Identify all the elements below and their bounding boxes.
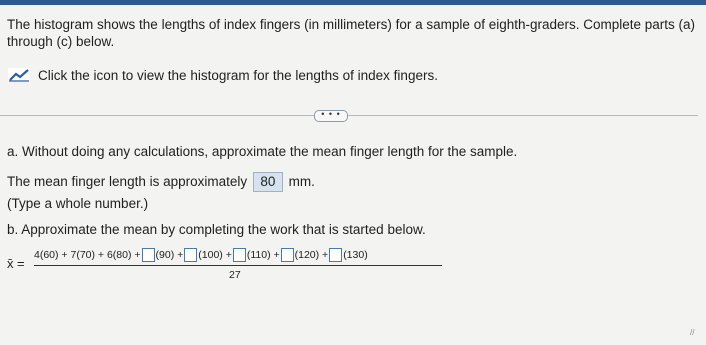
numerator-known-terms: 4(60) + 7(70) + 6(80) + <box>34 249 141 261</box>
term-130: (130) <box>343 249 368 261</box>
chart-icon[interactable] <box>8 68 30 82</box>
frequency-90-input[interactable] <box>142 248 155 262</box>
part-a-answer-line <box>7 172 315 192</box>
histogram-link-text: Click the icon to view the histogram for the lengths of index fingers. <box>38 67 438 83</box>
histogram-link-row[interactable] <box>8 66 438 84</box>
problem-intro: The histogram shows the lengths of index fingers (in millimeters) for a sample of eighth-graders. Complete parts (a) through (c) below. <box>7 17 696 49</box>
mean-answer-field[interactable]: 80 <box>253 172 283 192</box>
section-divider <box>0 115 698 116</box>
more-button[interactable]: • • • <box>314 110 348 122</box>
equals-sign: = <box>17 256 25 271</box>
formula-denominator: 27 <box>229 269 241 281</box>
part-a-sentence: The mean finger length is approximately <box>7 174 248 189</box>
frequency-130-input[interactable] <box>329 248 342 262</box>
fraction-bar <box>34 265 442 266</box>
term-100: (100) + <box>198 249 232 261</box>
top-accent-bar <box>0 0 706 5</box>
xbar-symbol: x̄ <box>7 256 14 271</box>
mean-formula <box>7 248 567 288</box>
term-120: (120) + <box>294 249 329 261</box>
part-b-question: b. Approximate the mean by completing the work that is started below. <box>7 222 426 237</box>
term-90: (90) + <box>155 249 184 261</box>
part-a-question: a. Without doing any calculations, approximate the mean finger length for the sample. <box>7 144 518 159</box>
unit-label: mm. <box>288 174 315 189</box>
frequency-110-input[interactable] <box>233 248 246 262</box>
formula-numerator <box>34 248 368 262</box>
part-a-hint: (Type a whole number.) <box>7 196 149 211</box>
frequency-120-input[interactable] <box>281 248 294 262</box>
frequency-100-input[interactable] <box>184 248 197 262</box>
term-110: (110) + <box>246 249 280 261</box>
corner-mark: // <box>690 328 695 337</box>
